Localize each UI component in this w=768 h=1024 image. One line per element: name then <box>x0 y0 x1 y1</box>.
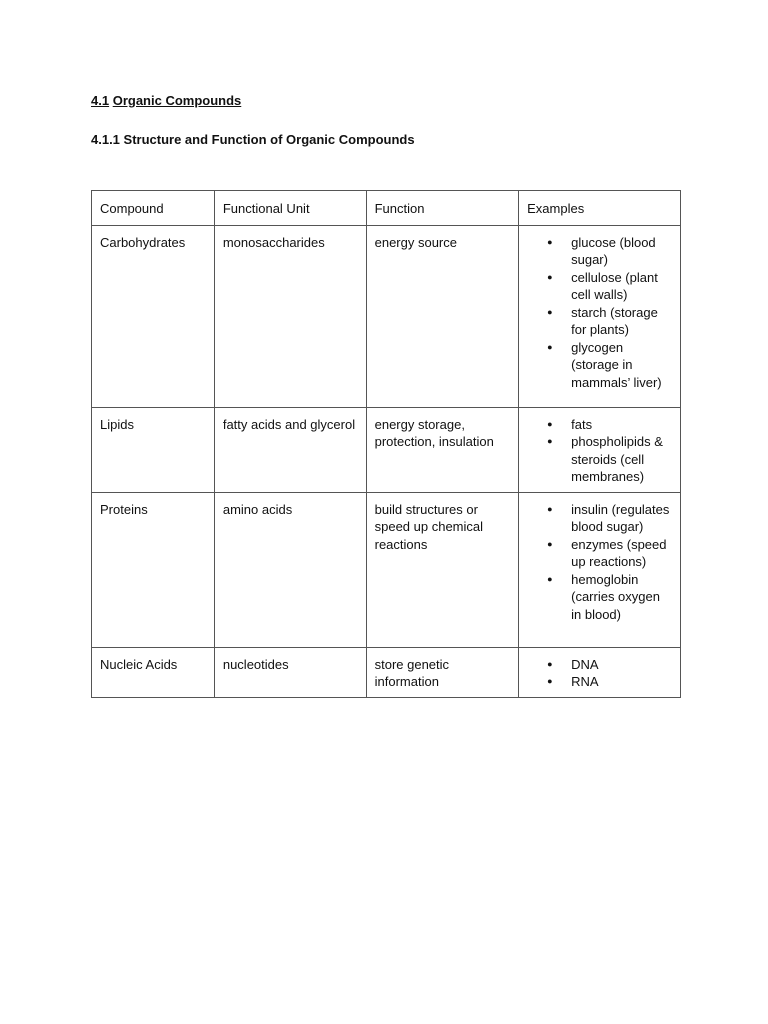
example-item: ● glycogen (storage in mammals’ liver) <box>571 339 672 392</box>
table-row <box>92 492 681 647</box>
table-header-row <box>92 191 681 226</box>
compounds-table <box>91 190 681 698</box>
example-item: ● DNA <box>571 656 672 674</box>
examples-list <box>527 234 672 392</box>
header-functional-unit: Functional Unit <box>214 191 366 226</box>
examples-list <box>527 416 672 486</box>
cell-function: store genetic information <box>366 647 519 697</box>
example-item: ● phospholipids & steroids (cell membranes) <box>571 433 672 486</box>
cell-function: energy source <box>366 225 519 407</box>
example-item: ● RNA <box>571 673 672 691</box>
cell-examples <box>519 492 681 647</box>
header-function: Function <box>366 191 519 226</box>
cell-functional-unit: fatty acids and glycerol <box>214 407 366 492</box>
examples-list <box>527 656 672 691</box>
example-item: ● insulin (regulates blood sugar) <box>571 501 672 536</box>
cell-function: energy storage, protection, insulation <box>366 407 519 492</box>
section-number: 4.1 <box>91 93 110 108</box>
section-title: Organic Compounds <box>112 93 242 108</box>
subsection-heading: 4.1.1 Structure and Function of Organic Compounds <box>91 132 415 147</box>
header-compound: Compound <box>92 191 215 226</box>
table-row <box>92 407 681 492</box>
cell-function: build structures or speed up chemical reactions <box>366 492 519 647</box>
example-item: ● glucose (blood sugar) <box>571 234 672 269</box>
cell-examples <box>519 647 681 697</box>
header-examples: Examples <box>519 191 681 226</box>
example-item: ● enzymes (speed up reactions) <box>571 536 672 571</box>
table-row <box>92 225 681 407</box>
cell-compound: Nucleic Acids <box>92 647 215 697</box>
examples-list <box>527 501 672 624</box>
cell-compound: Lipids <box>92 407 215 492</box>
table-row <box>92 647 681 697</box>
example-item: ● starch (storage for plants) <box>571 304 672 339</box>
cell-examples <box>519 225 681 407</box>
cell-compound: Carbohydrates <box>92 225 215 407</box>
example-item: ● hemoglobin (carries oxygen in blood) <box>571 571 672 624</box>
section-heading <box>91 93 241 108</box>
cell-functional-unit: amino acids <box>214 492 366 647</box>
cell-functional-unit: nucleotides <box>214 647 366 697</box>
cell-compound: Proteins <box>92 492 215 647</box>
example-item: ● fats <box>571 416 672 434</box>
cell-functional-unit: monosaccharides <box>214 225 366 407</box>
example-item: ● cellulose (plant cell walls) <box>571 269 672 304</box>
cell-examples <box>519 407 681 492</box>
